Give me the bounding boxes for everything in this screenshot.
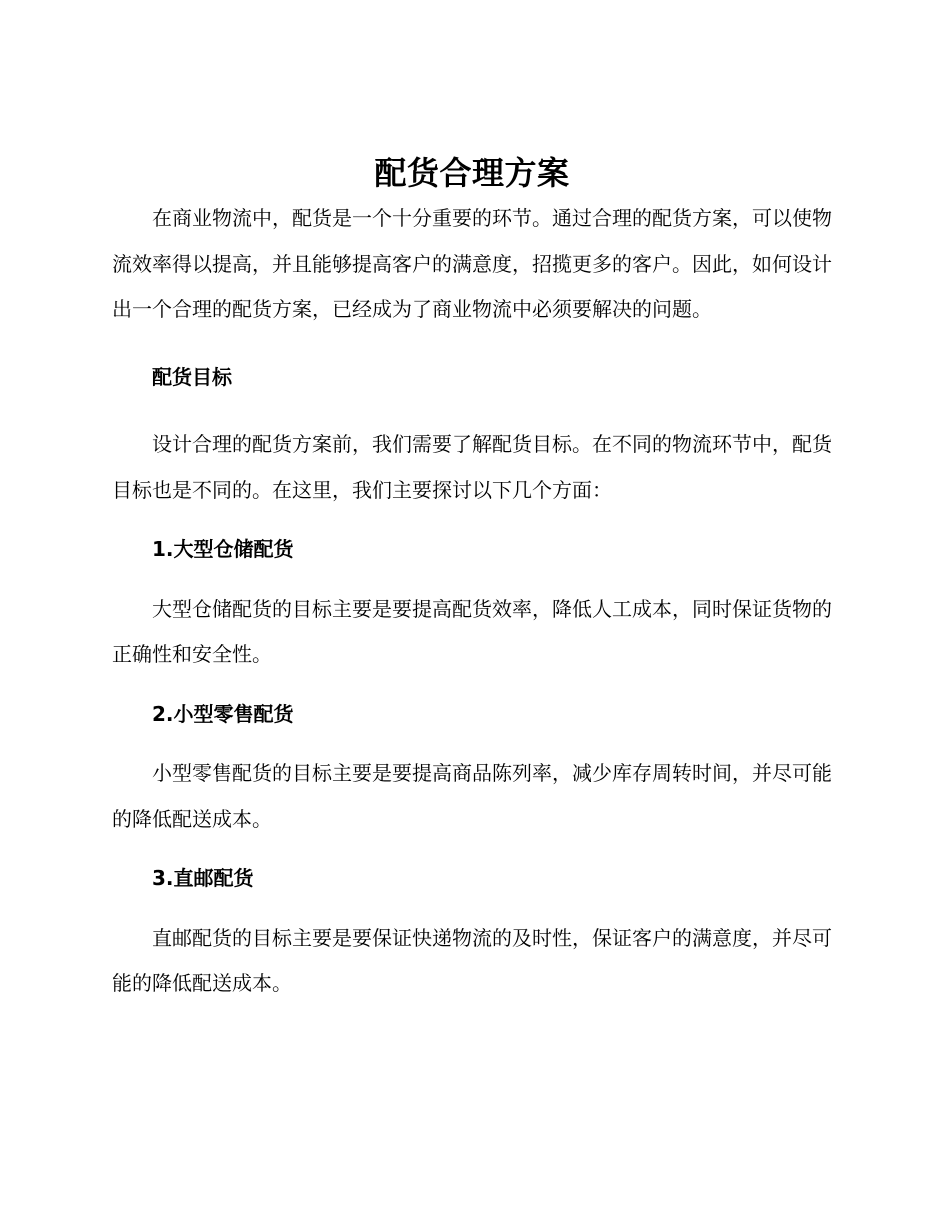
document-page <box>112 150 832 1007</box>
section-paragraph-goals: 设计合理的配货方案前，我们需要了解配货目标。在不同的物流环节中，配货目标也是不同的。在这里，我们主要探讨以下几个方面： <box>112 432 832 502</box>
intro-paragraph: 在商业物流中，配货是一个十分重要的环节。通过合理的配货方案，可以使物流效率得以提高，并且能够提高客户的满意度，招揽更多的客户。因此，如何设计出一个合理的配货方案，已经成为了商业物流中必须要解决的问题。 <box>112 206 832 321</box>
item-paragraph-retail: 小型零售配货的目标主要是要提高商品陈列率，减少库存周转时间，并尽可能的降低配送成本。 <box>112 761 832 831</box>
item-heading-direct-mail: 3.直邮配货 <box>152 866 254 890</box>
section-heading-goals: 配货目标 <box>152 364 232 389</box>
item-paragraph-warehouse: 大型仓储配货的目标主要是要提高配货效率，降低人工成本，同时保证货物的正确性和安全性。 <box>112 596 832 666</box>
item-paragraph-direct-mail: 直邮配货的目标主要是要保证快递物流的及时性，保证客户的满意度，并尽可能的降低配送成本。 <box>112 925 832 995</box>
document-title: 配货合理方案 <box>374 154 570 192</box>
item-heading-warehouse: 1.大型仓储配货 <box>152 537 294 561</box>
item-heading-retail: 2.小型零售配货 <box>152 701 294 726</box>
